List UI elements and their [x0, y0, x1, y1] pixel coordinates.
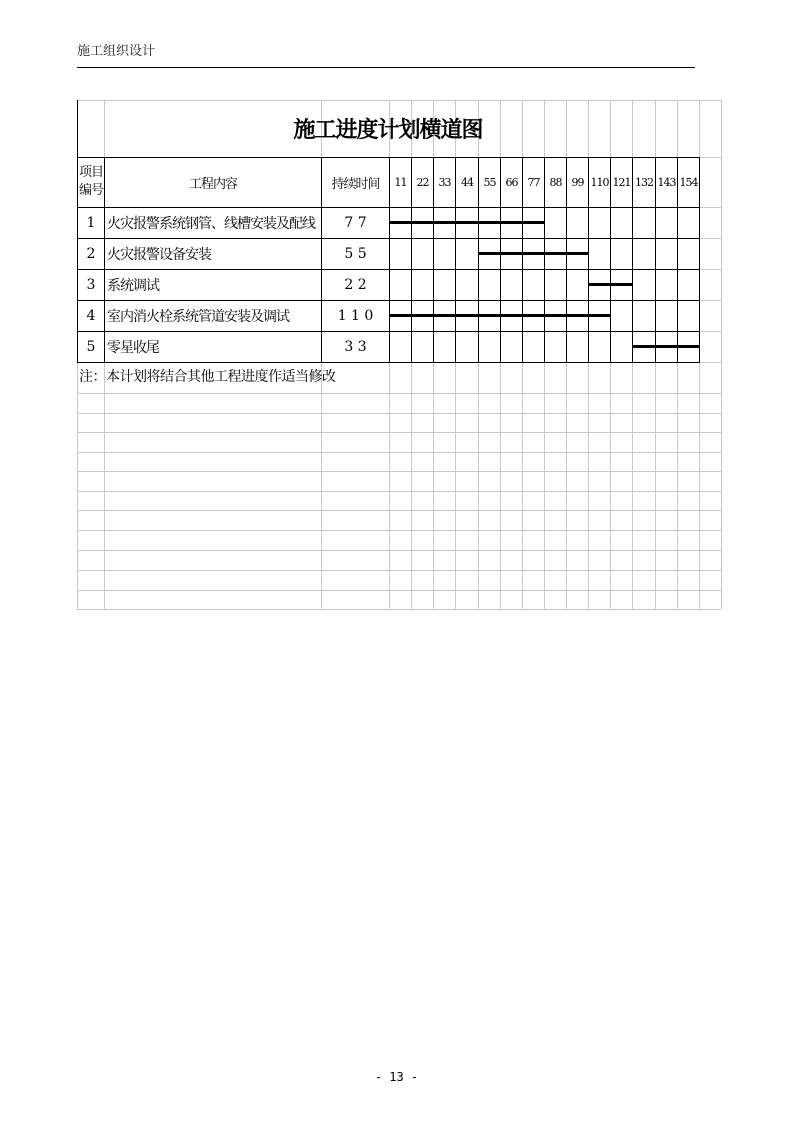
gantt-bar: [389, 314, 611, 317]
gantt-bar: [632, 345, 700, 348]
grid-hline: [77, 550, 721, 551]
header-day-143: 143: [657, 175, 676, 189]
header-day-44: 44: [461, 175, 473, 189]
row-work-content: 火灾报警系统钢管、线槽安装及配线: [107, 215, 315, 232]
grid-hline: [77, 491, 721, 492]
header-day-121: 121: [612, 175, 631, 189]
gantt-bar: [389, 221, 545, 224]
chart-title: 施工进度计划横道图: [293, 118, 483, 143]
row-duration: 2 2: [344, 276, 367, 293]
header-work-content: 工程内容: [188, 176, 237, 192]
header-day-99: 99: [571, 175, 584, 189]
header-rule: [77, 67, 695, 68]
row-work-content: 系统调试: [107, 277, 159, 294]
row-number: 1: [86, 214, 96, 231]
grid-hline: [77, 452, 721, 453]
header-day-55: 55: [483, 175, 496, 189]
grid-hline: [77, 471, 721, 472]
header-day-33: 33: [438, 175, 451, 189]
grid-vline: [721, 100, 722, 609]
gantt-bar: [478, 252, 589, 255]
grid-hline: [77, 510, 721, 511]
row-work-content: 火灾报警设备安装: [107, 246, 211, 263]
row-work-content: 零星收尾: [107, 339, 159, 356]
grid-hline: [77, 432, 721, 433]
header-day-22: 22: [416, 175, 429, 189]
row-number: 3: [86, 276, 96, 293]
grid-hline: [77, 609, 721, 610]
grid-hline: [77, 570, 721, 571]
title-left-border: [77, 100, 78, 157]
header-day-77: 77: [527, 175, 540, 189]
row-duration: 5 5: [344, 245, 367, 262]
row-number: 2: [86, 245, 96, 262]
grid-hline: [77, 100, 721, 101]
header-day-154: 154: [679, 175, 698, 189]
table-vline: [699, 157, 700, 363]
row-duration: 7 7: [344, 214, 367, 231]
grid-hline: [77, 590, 721, 591]
header-day-88: 88: [549, 175, 562, 189]
table-hline: [77, 362, 700, 363]
row-duration: 3 3: [344, 338, 367, 355]
header-item-number: 项目 编号: [78, 165, 103, 198]
header-day-11: 11: [394, 175, 407, 189]
row-work-content: 室内消火栓系统管道安装及调试: [107, 308, 289, 325]
header-day-110: 110: [590, 175, 609, 189]
grid-hline: [77, 413, 721, 414]
row-duration: 1 1 0: [337, 307, 374, 324]
header-day-66: 66: [505, 175, 518, 189]
page-number: - 13 -: [374, 1070, 419, 1084]
row-number: 4: [86, 307, 96, 324]
grid-hline: [77, 393, 721, 394]
gantt-bar: [588, 283, 633, 286]
document-header: 施工组织设计: [77, 44, 156, 59]
schedule-note: 注：本计划将结合其他工程进度作适当修改: [79, 369, 336, 385]
header-duration: 持续时间: [331, 176, 380, 192]
grid-hline: [77, 530, 721, 531]
header-day-132: 132: [635, 175, 653, 189]
row-number: 5: [86, 338, 96, 355]
